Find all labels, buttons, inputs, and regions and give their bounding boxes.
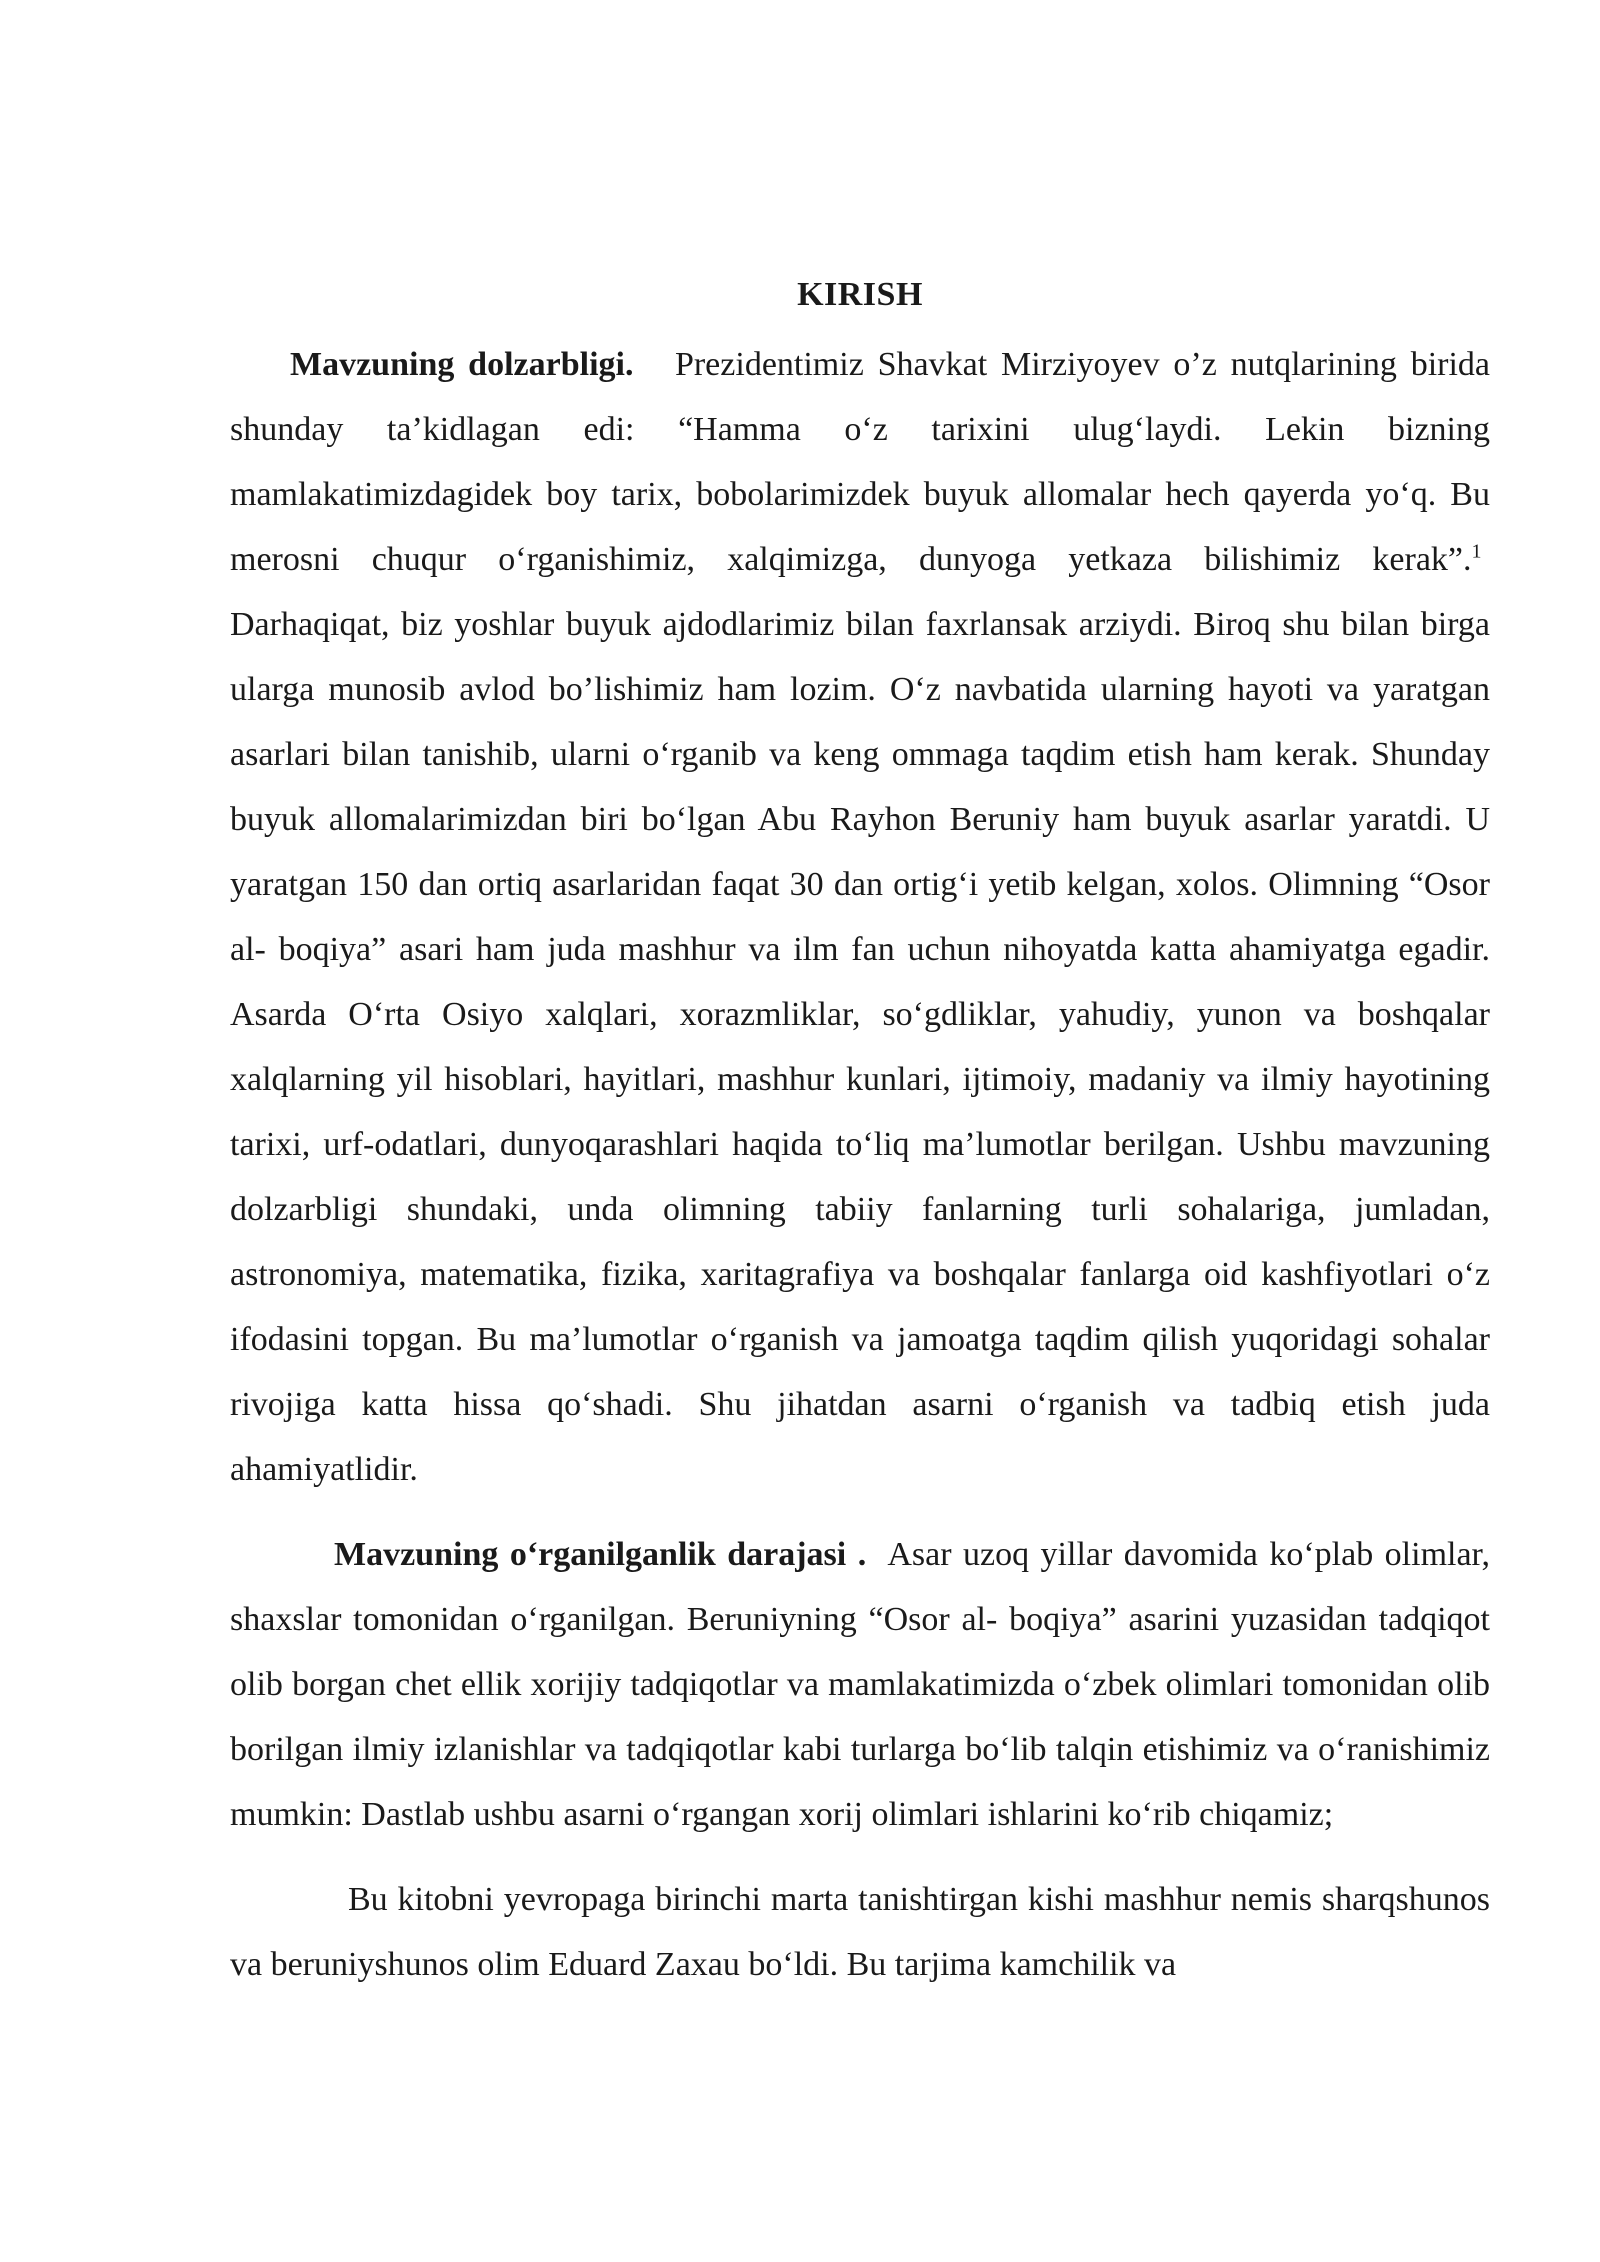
relevance-body-text: Darhaqiqat, biz yoshlar buyuk ajdodlarimiz bilan faxrlansak arziydi. Biroq shu bilan birga ularga munosib avlod bo’lishimiz ham lozim. O‘z navbatida ularning hayoti va yaratgan asarlari bilan tanishib, ularni o‘rganib va keng ommaga taqdim etish ham kerak. Shunday buyuk allomalarimizdan biri bo‘lgan Abu Rayhon Beruniy ham buyuk asarlar yaratdi. U yaratgan 150 dan ortiq asarlaridan faqat 30 dan ortig‘i yetib kelgan, xolos. Olimning “Osor al- boqiya” asari ham juda mashhur va ilm fan uchun nihoyatda katta ahamiyatga egadir. Asarda O‘rta Osiyo xalqlari, xorazmliklar, so‘gdliklar, yahudiy, yunon va boshqalar xalqlarning yil hisoblari, hayitlari, mashhur kunlari, ijtimoiy, madaniy va ilmiy hayotining tarixi, urf-odatlari, dunyoqarashlari haqida to‘liq ma’lumotlar berilgan. Ushbu mavzuning dolzarbligi shundaki, unda olimning tabiiy fanlarning turli sohalariga, jumladan, astronomiya, matematika, fizika, xaritagrafiya va boshqalar fanlarga oid kashfiyotlari o‘z ifodasini topgan. Bu ma’lumotlar o‘rganish va jamoatga taqdim qilish yuqoridagi sohalar rivojiga katta hissa qo‘shadi. Shu jihatdan asarni o‘rganish va tadbiq etish juda ahamiyatlidir.	[230, 606, 1490, 1488]
zachau-text: Bu kitobni yevropaga birinchi marta tanishtirgan kishi mashhur nemis sharqshunos va beruniyshunos olim Eduard Zaxau bo‘ldi. Bu tarjima kamchilik va	[230, 1881, 1490, 1983]
research-degree-text: Asar uzoq yillar davomida ko‘plab olimlar, shaxslar tomonidan o‘rganilgan. Beruniyning “Osor al- boqiya” asarini yuzasidan tadqiqot olib borgan chet ellik xorijiy tadqiqotlar va mamlakatimizda o‘zbek olimlari tomonidan olib borilgan ilmiy izlanishlar va tadqiqotlar kabi turlarga bo‘lib talqin etishimiz va o‘ranishimiz mumkin: Dastlab ushbu asarni o‘rgangan xorij olimlari ishlarini ko‘rib chiqamiz;	[230, 1536, 1491, 1833]
document-title: KIRISH	[797, 276, 923, 313]
paragraph-zachau	[230, 1867, 1490, 1997]
document-body	[230, 268, 1490, 1997]
paragraph-research-degree	[230, 1522, 1490, 1847]
paragraph-relevance	[230, 332, 1490, 1502]
relevance-quote-text: Prezidentimiz Shavkat Mirziyoyev o’z nutqlarining birida shunday ta’kidlagan edi: “Hamma o‘z tarixini ulug‘laydi. Lekin bizning mamlakatimizdagidek boy tarix, bobolarimizdek buyuk allomalar hech qayerda yo‘q. Bu merosni chuqur o‘rganishimiz, xalqimizga, dunyoga yetkaza bilishimiz kerak”.	[230, 346, 1490, 578]
relevance-heading: Mavzuning dolzarbligi.	[290, 346, 634, 383]
research-degree-heading: Mavzuning o‘rganilganlik darajasi .	[334, 1536, 867, 1573]
footnote-marker[interactable]: 1	[1471, 540, 1482, 563]
